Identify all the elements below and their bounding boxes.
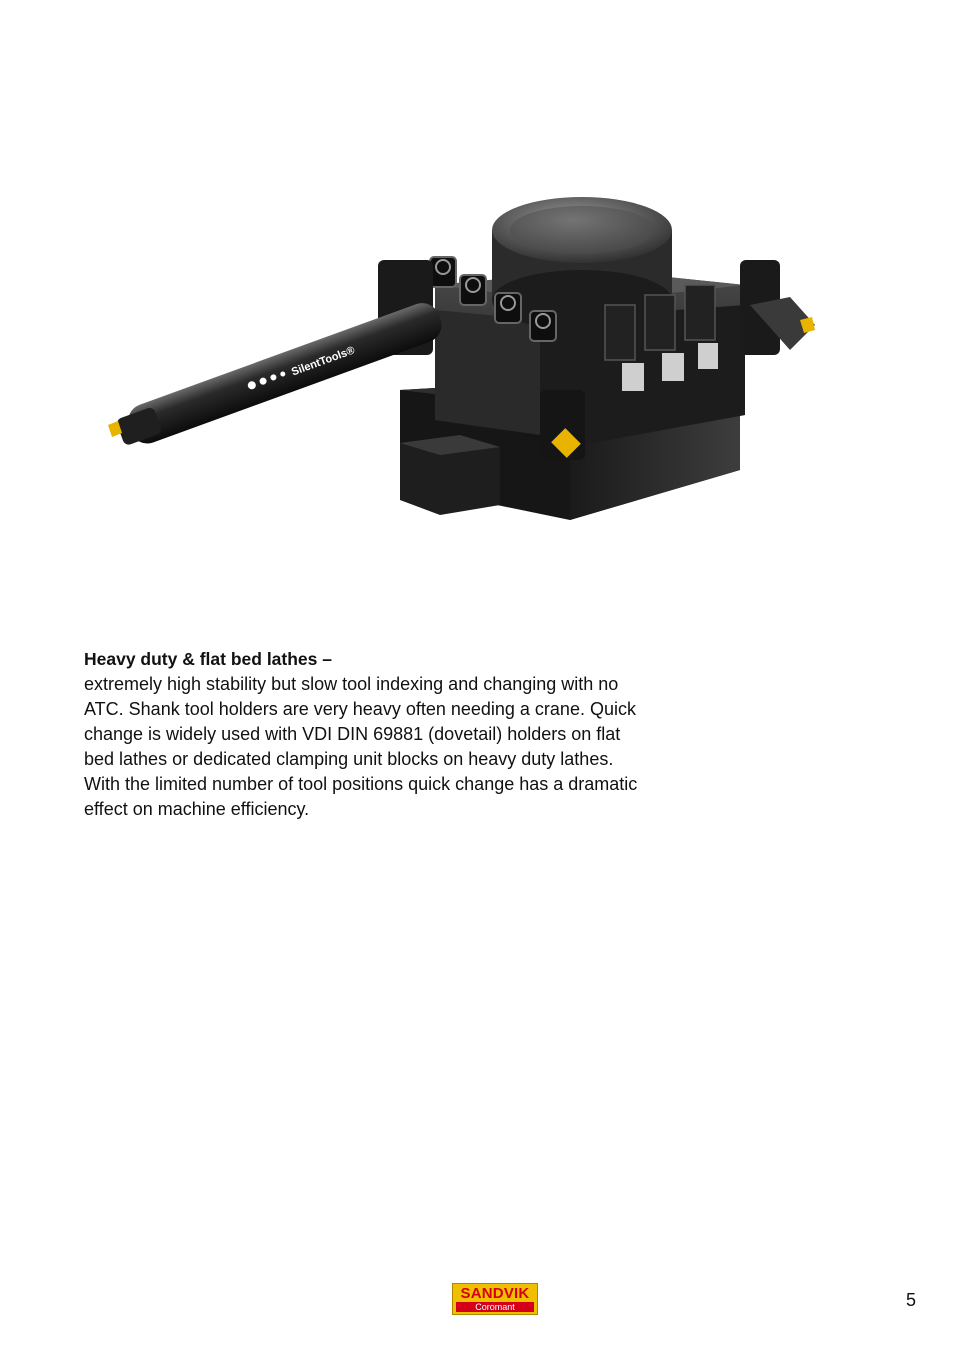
turret-tool-holder-image	[100, 185, 820, 530]
body-line-6: effect on machine efficiency.	[84, 799, 310, 819]
sandvik-coromant-logo	[452, 1283, 538, 1315]
body-text-block	[84, 647, 734, 822]
logo-sandvik-text: SANDVIK	[460, 1285, 530, 1302]
silent-tools-brand-label: SilentTools®	[289, 344, 357, 379]
body-line-5: With the limited number of tool positions quick change has a dramatic	[84, 774, 638, 794]
body-line-4: bed lathes or dedicated clamping unit blocks on heavy duty lathes.	[84, 749, 614, 769]
body-line-1: extremely high stability but slow tool indexing and changing with no	[84, 674, 619, 694]
logo-coromant-text: Coromant	[456, 1302, 534, 1312]
body-line-3: change is widely used with VDI DIN 69881 (dovetail) holders on flat	[84, 724, 621, 744]
section-heading: Heavy duty & flat bed lathes –	[84, 649, 332, 669]
page-number: 5	[905, 1290, 916, 1310]
body-line-2: ATC. Shank tool holders are very heavy often needing a crane. Quick	[84, 699, 636, 719]
